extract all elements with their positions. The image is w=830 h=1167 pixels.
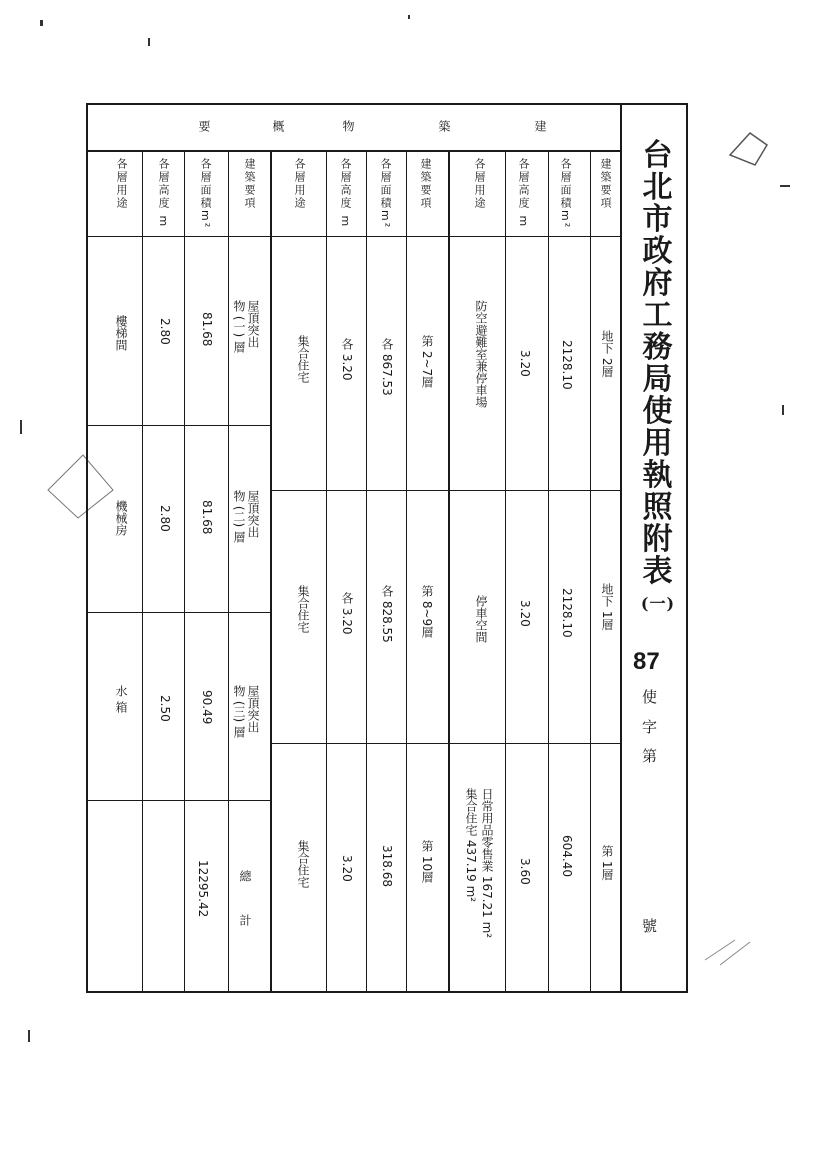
floor-area: 604.40 [560, 835, 574, 877]
floor-use: 機械房 [114, 500, 128, 536]
row-line [86, 425, 270, 426]
floor-use: 集合住宅 437.19 m² [464, 788, 478, 903]
section-header-char: 物 [341, 120, 355, 132]
floor-height: 3.20 [340, 855, 354, 882]
floor-use: 樓梯間 [114, 315, 128, 351]
section-header-char: 建 [533, 120, 547, 132]
col-line [505, 150, 506, 993]
row-header: 建築要項 [419, 158, 432, 210]
floor-area: 2128.10 [560, 588, 574, 638]
scan-speck [20, 420, 22, 434]
scan-speck [28, 1030, 30, 1042]
title-char: 附 [642, 522, 674, 557]
title-char: 執 [642, 458, 674, 493]
header-divider [86, 150, 620, 152]
total-value: 12295.42 [196, 860, 210, 918]
block-divider [270, 150, 272, 993]
floor-label: 屋頂突出 [246, 685, 260, 733]
col-line [366, 150, 367, 993]
row-header: 各層面積m² [559, 158, 572, 230]
col-line [406, 150, 407, 993]
floor-label: 地下 1層 [600, 583, 614, 631]
corner-stamp-mark-lower [700, 930, 760, 970]
floor-use: 集合住宅 [296, 585, 310, 633]
title-char: 用 [642, 426, 674, 461]
total-label: 總 計 [238, 870, 252, 940]
corner-stamp-mark [725, 125, 775, 175]
floor-label: 第 2~7層 [420, 335, 434, 389]
floor-height: 3.20 [518, 350, 532, 377]
floor-height: 2.80 [158, 505, 172, 532]
title-char: 務 [642, 330, 674, 365]
document-title [638, 140, 678, 620]
row-line [86, 800, 270, 801]
floor-area: 81.68 [200, 500, 214, 535]
section-header-char: 築 [437, 120, 451, 132]
row-header: 各層用途 [293, 158, 306, 210]
floor-height: 2.50 [158, 695, 172, 722]
floor-area: 各 828.55 [380, 585, 394, 643]
title-char: 府 [642, 266, 674, 301]
floor-use: 防空避難室兼停車場 [474, 300, 488, 408]
permit-char: 使 [642, 688, 658, 706]
title-suffix: (一) [640, 594, 676, 613]
row-header-divider [86, 236, 620, 237]
floor-use: 集合住宅 [296, 335, 310, 383]
permit-char: 號 [642, 917, 658, 935]
floor-area: 2128.10 [560, 340, 574, 390]
floor-label: 第 8~9層 [420, 585, 434, 639]
row-header: 建築要項 [243, 158, 256, 210]
col-line [548, 150, 549, 993]
title-char: 北 [642, 170, 674, 205]
floor-use: 水 箱 [114, 685, 128, 713]
floor-height: 各 3.20 [340, 592, 354, 635]
floor-use: 集合住宅 [296, 840, 310, 888]
col-line [590, 150, 591, 993]
col-line [184, 150, 185, 993]
floor-label: 屋頂突出 [246, 490, 260, 538]
row-header: 各層面積m² [379, 158, 392, 230]
row-line [448, 743, 620, 744]
floor-label: 物 (三) 層 [232, 685, 246, 738]
row-line [448, 490, 620, 491]
row-header: 各層面積m² [199, 158, 212, 230]
row-header: 各層高度 m [157, 158, 170, 229]
floor-label: 第 10層 [420, 840, 434, 884]
row-line [86, 612, 270, 613]
floor-area: 各 867.53 [380, 338, 394, 396]
floor-label: 地下 2層 [600, 330, 614, 378]
title-char: 政 [642, 234, 674, 269]
floor-height: 2.80 [158, 318, 172, 345]
floor-height: 3.60 [518, 858, 532, 885]
floor-area: 318.68 [380, 845, 394, 887]
floor-height: 3.20 [518, 600, 532, 627]
title-char: 市 [642, 202, 674, 237]
floor-use: 日常用品零售業 167.21 m² [480, 788, 494, 939]
floor-label: 物 (二) 層 [232, 490, 246, 543]
row-header: 各層用途 [473, 158, 486, 210]
row-line [270, 743, 448, 744]
permit-number: 87 [633, 648, 660, 675]
floor-area: 90.49 [200, 690, 214, 725]
floor-area: 81.68 [200, 312, 214, 347]
permit-char: 字 [642, 718, 658, 736]
section-header-char: 要 [197, 120, 211, 132]
row-header: 各層高度 m [339, 158, 352, 229]
col-line [326, 150, 327, 993]
permit-char: 第 [642, 747, 658, 765]
section-header-char: 概 [271, 120, 285, 132]
col-line [142, 150, 143, 993]
title-char: 使 [642, 394, 674, 429]
floor-use: 停車空間 [474, 595, 488, 643]
title-char: 照 [642, 490, 674, 525]
row-header: 各層高度 m [517, 158, 530, 229]
title-char: 表 [642, 554, 674, 589]
title-char: 台 [642, 138, 674, 173]
scan-speck [780, 185, 790, 187]
scan-speck [148, 38, 150, 46]
scan-speck [782, 405, 784, 415]
row-header: 建築要項 [599, 158, 612, 210]
col-line [228, 150, 229, 993]
floor-label: 屋頂突出 [246, 300, 260, 348]
title-char: 工 [642, 298, 674, 333]
scan-speck [408, 15, 410, 19]
row-header: 各層用途 [115, 158, 128, 210]
floor-height: 各 3.20 [340, 338, 354, 381]
floor-label: 物 (一) 層 [232, 300, 246, 353]
row-line [270, 490, 448, 491]
block-divider [448, 150, 450, 993]
floor-label: 第 1層 [600, 845, 614, 881]
title-char: 局 [642, 362, 674, 397]
scan-speck [40, 20, 43, 26]
